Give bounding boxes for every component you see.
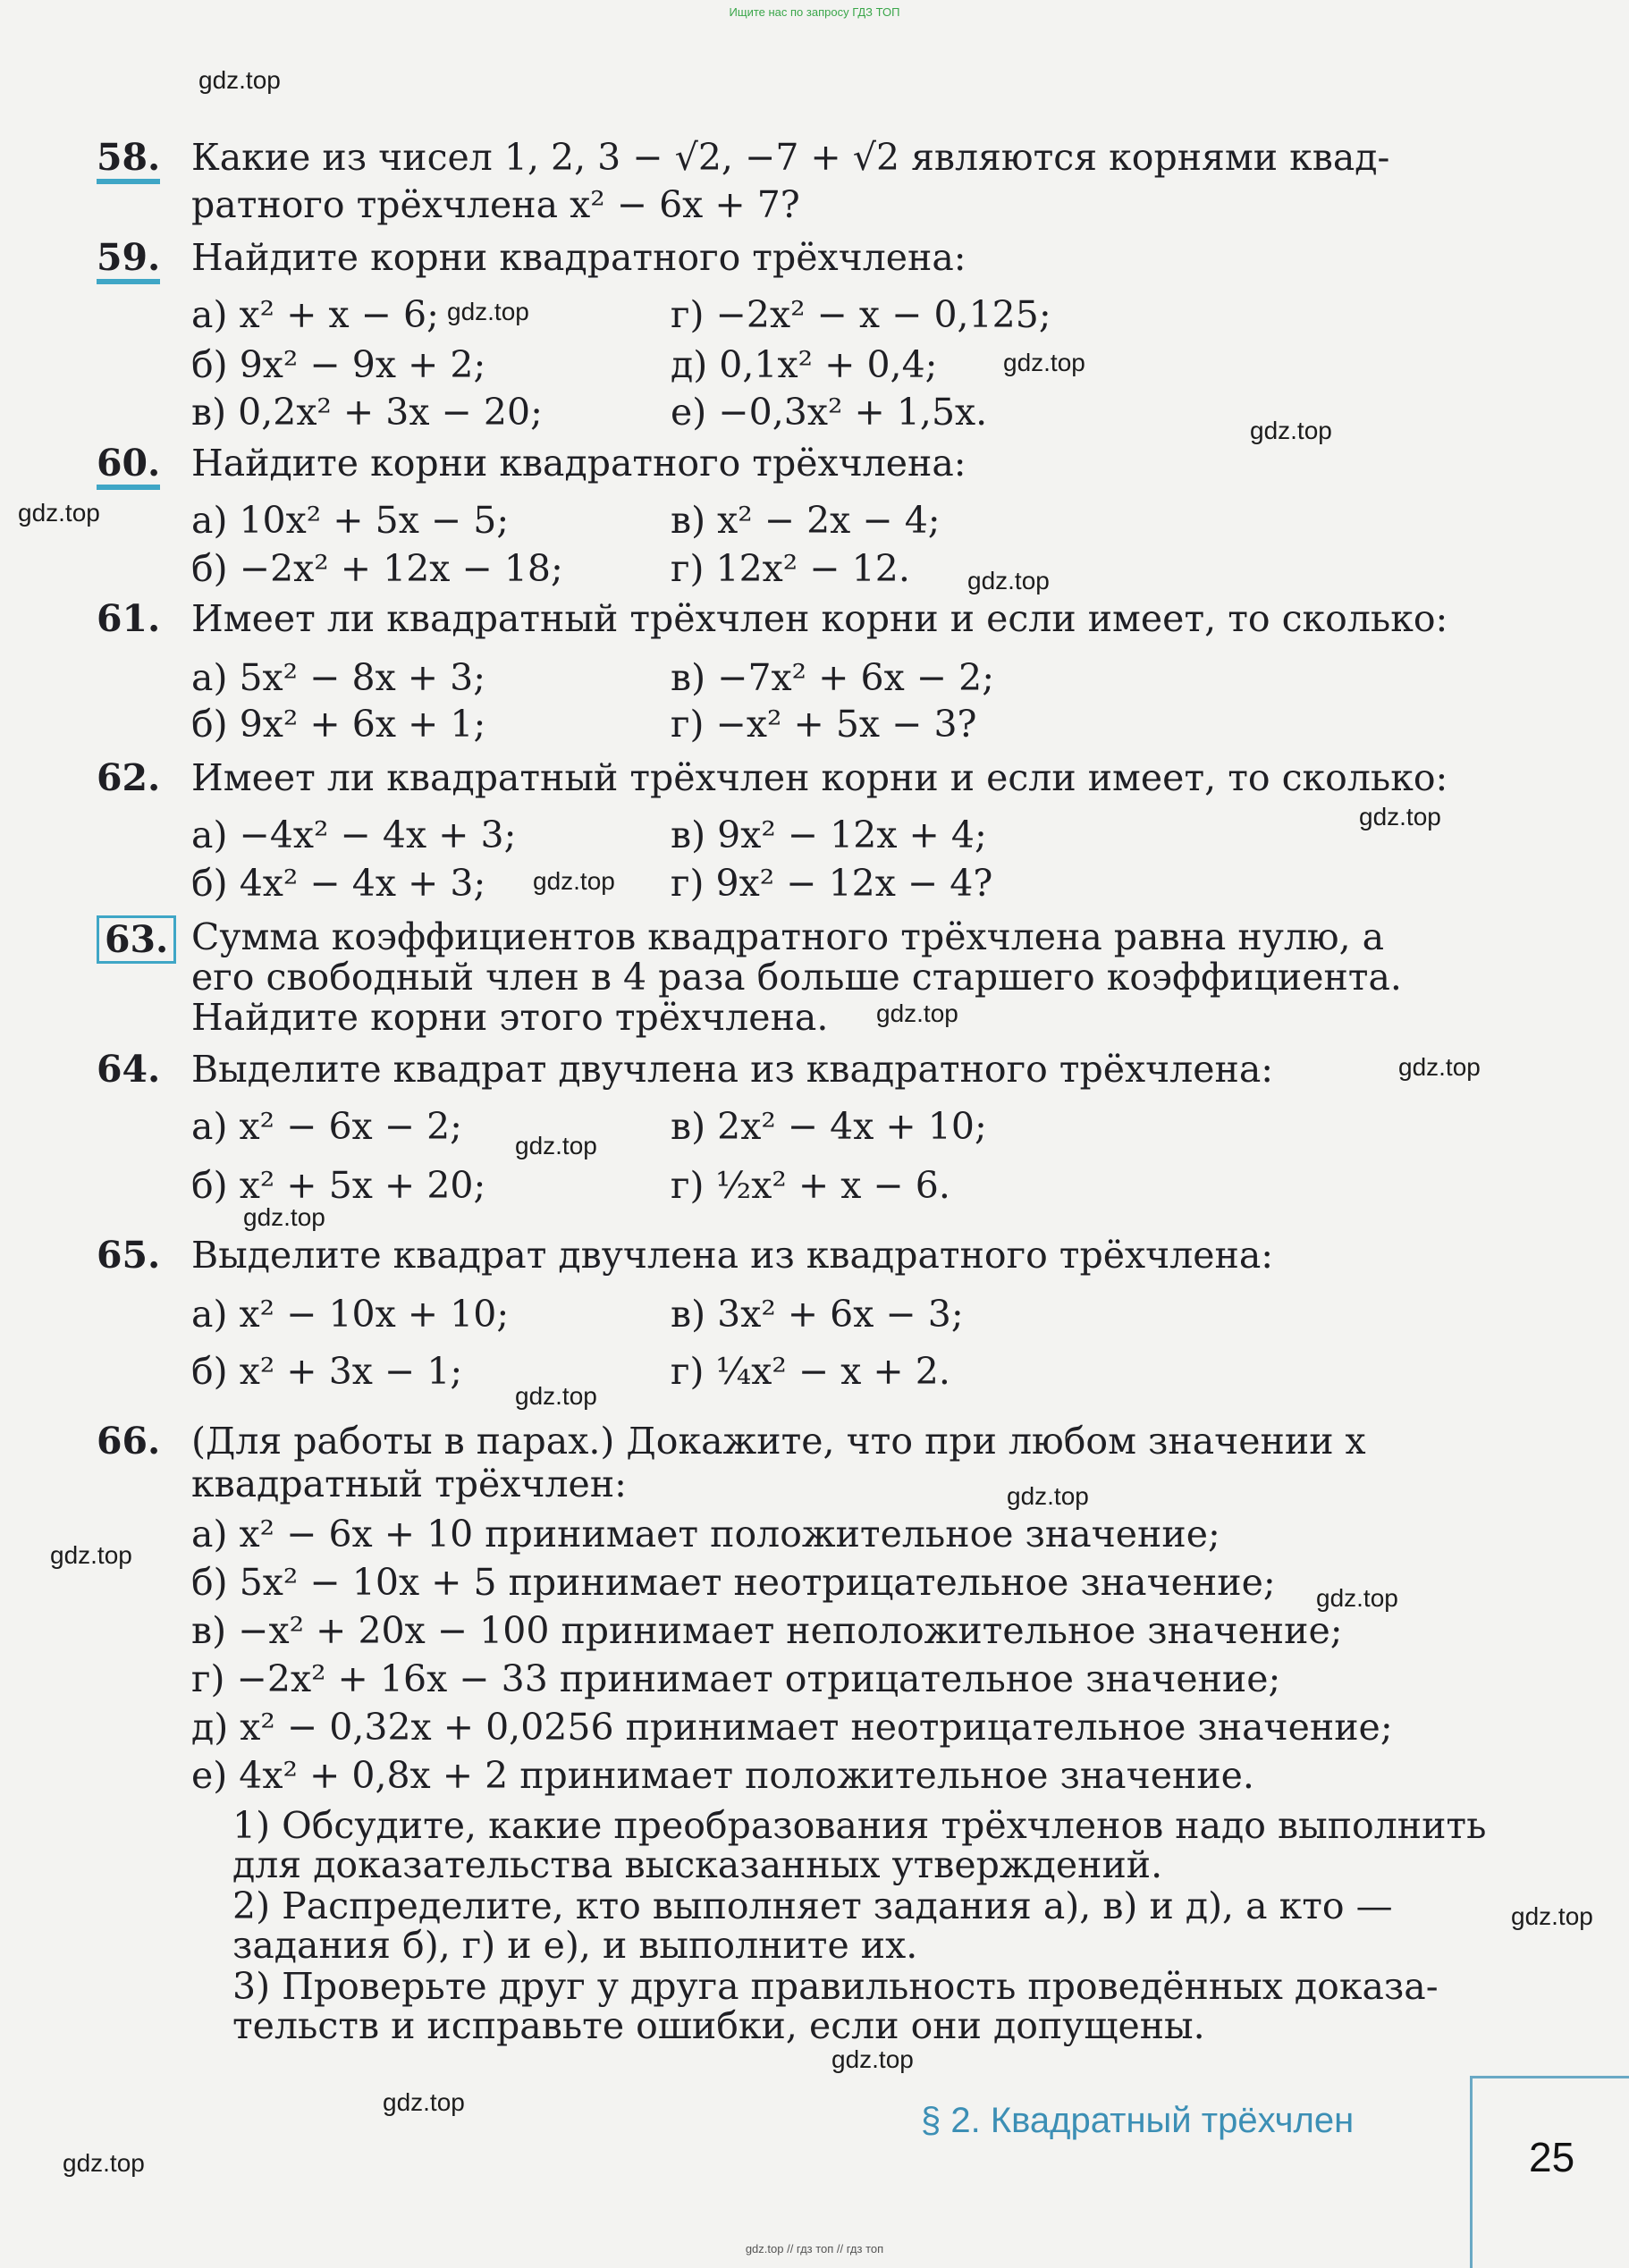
problem-text: ратного трёхчлена x² − 6x + 7? bbox=[191, 183, 800, 226]
task-instruction: 1) Обсудите, какие преобразования трёхчленов надо выполнить bbox=[232, 1804, 1487, 1847]
exercise-item: а) x² − 10x + 10; bbox=[191, 1293, 510, 1336]
exercise-item: г) −2x² − x − 0,125; bbox=[671, 293, 1051, 336]
problem-number: 60. bbox=[97, 442, 160, 490]
exercise-item: в) 3x² + 6x − 3; bbox=[671, 1293, 964, 1336]
problem-text: Выделите квадрат двучлена из квадратного трёхчлена: bbox=[191, 1234, 1274, 1277]
task-instruction: 2) Распределите, кто выполняет задания а), в) и д), а кто — bbox=[232, 1884, 1393, 1927]
watermark: gdz.top bbox=[383, 2088, 465, 2116]
watermark: gdz.top bbox=[515, 1382, 597, 1410]
watermark: gdz.top bbox=[1398, 1053, 1481, 1081]
exercise-item: а) −4x² − 4x + 3; bbox=[191, 814, 517, 856]
problem-number: 58. bbox=[97, 136, 160, 184]
exercise-item: е) 4x² + 0,8x + 2 принимает положительное значение. bbox=[191, 1754, 1254, 1797]
watermark: gdz.top bbox=[1007, 1482, 1089, 1510]
task-instruction: для доказательства высказанных утверждений. bbox=[232, 1843, 1163, 1886]
exercise-item: в) −x² + 20x − 100 принимает неположительное значение; bbox=[191, 1609, 1343, 1652]
exercise-item: г) ½x² + x − 6. bbox=[671, 1164, 950, 1207]
watermark: gdz.top bbox=[831, 2045, 914, 2073]
problem-text: квадратный трёхчлен: bbox=[191, 1463, 627, 1505]
exercise-item: а) 5x² − 8x + 3; bbox=[191, 656, 486, 699]
exercise-item: в) 2x² − 4x + 10; bbox=[671, 1105, 987, 1148]
exercise-item: в) −7x² + 6x − 2; bbox=[671, 656, 995, 699]
exercise-item: б) 5x² − 10x + 5 принимает неотрицательное значение; bbox=[191, 1561, 1276, 1604]
exercise-item: а) x² + x − 6; bbox=[191, 293, 439, 336]
watermark: gdz.top bbox=[198, 66, 281, 94]
exercise-item: е) −0,3x² + 1,5x. bbox=[671, 391, 988, 434]
problem-number: 62. bbox=[97, 756, 161, 799]
watermark: gdz.top bbox=[515, 1132, 597, 1159]
problem-text: Сумма коэффициентов квадратного трёхчлена равна нулю, а bbox=[191, 915, 1385, 958]
page-number: 25 bbox=[1529, 2134, 1575, 2180]
watermark: gdz.top bbox=[876, 999, 958, 1027]
problem-text: Найдите корни квадратного трёхчлена: bbox=[191, 442, 966, 485]
problem-text: Выделите квадрат двучлена из квадратного трёхчлена: bbox=[191, 1048, 1274, 1091]
exercise-item: в) x² − 2x − 4; bbox=[671, 499, 941, 542]
exercise-item: б) x² + 5x + 20; bbox=[191, 1164, 486, 1207]
exercise-item: г) −x² + 5x − 3? bbox=[671, 703, 977, 746]
problem-text: Имеет ли квадратный трёхчлен корни и если имеет, то сколько: bbox=[191, 597, 1448, 640]
exercise-item: г) ¼x² − x + 2. bbox=[671, 1350, 950, 1393]
problem-text: Найдите корни этого трёхчлена. bbox=[191, 996, 829, 1039]
task-instruction: 3) Проверьте друг у друга правильность проведённых доказа- bbox=[232, 1965, 1439, 2008]
exercise-item: б) −2x² + 12x − 18; bbox=[191, 547, 563, 590]
exercise-item: г) 9x² − 12x − 4? bbox=[671, 862, 993, 905]
watermark: gdz.top bbox=[1511, 1902, 1593, 1930]
watermark: gdz.top bbox=[243, 1203, 325, 1231]
problem-text: Какие из чисел 1, 2, 3 − √2, −7 + √2 являются корнями квад- bbox=[191, 136, 1390, 179]
watermark: gdz.top bbox=[967, 567, 1050, 594]
exercise-item: б) x² + 3x − 1; bbox=[191, 1350, 463, 1393]
exercise-item: б) 9x² − 9x + 2; bbox=[191, 343, 486, 386]
watermark: gdz.top bbox=[63, 2149, 145, 2177]
exercise-item: г) −2x² + 16x − 33 принимает отрицательное значение; bbox=[191, 1657, 1281, 1700]
problem-number: 59. bbox=[97, 236, 160, 284]
exercise-item: в) 0,2x² + 3x − 20; bbox=[191, 391, 543, 434]
problem-text: Имеет ли квадратный трёхчлен корни и если имеет, то сколько: bbox=[191, 756, 1448, 799]
problem-text: (Для работы в парах.) Докажите, что при любом значении x bbox=[191, 1420, 1366, 1463]
watermark: gdz.top bbox=[1359, 803, 1441, 830]
problem-number: 65. bbox=[97, 1234, 161, 1277]
problem-number: 64. bbox=[97, 1048, 161, 1091]
bottom-banner: gdz.top // гдз топ // гдз топ bbox=[745, 2242, 884, 2255]
exercise-item: а) 10x² + 5x − 5; bbox=[191, 499, 510, 542]
exercise-item: д) 0,1x² + 0,4; bbox=[671, 343, 938, 386]
exercise-item: в) 9x² − 12x + 4; bbox=[671, 814, 987, 856]
watermark: gdz.top bbox=[447, 298, 529, 325]
problem-text: его свободный член в 4 раза больше старшего коэффициента. bbox=[191, 956, 1402, 999]
exercise-item: б) 4x² − 4x + 3; bbox=[191, 862, 486, 905]
problem-number: 63. bbox=[97, 915, 176, 964]
watermark: gdz.top bbox=[1003, 349, 1085, 376]
exercise-item: а) x² − 6x − 2; bbox=[191, 1105, 462, 1148]
watermark: gdz.top bbox=[1250, 417, 1332, 444]
watermark: gdz.top bbox=[533, 867, 615, 895]
watermark: gdz.top bbox=[1316, 1584, 1398, 1612]
exercise-item: б) 9x² + 6x + 1; bbox=[191, 703, 486, 746]
top-banner: Ищите нас по запросу ГДЗ ТОП bbox=[729, 5, 900, 19]
task-instruction: задания б), г) и е), и выполните их. bbox=[232, 1924, 918, 1967]
problem-number: 66. bbox=[97, 1420, 161, 1463]
watermark: gdz.top bbox=[50, 1541, 132, 1569]
watermark: gdz.top bbox=[18, 499, 100, 527]
problem-number: 61. bbox=[97, 597, 161, 640]
section-title: § 2. Квадратный трёхчлен bbox=[921, 2101, 1355, 2140]
exercise-item: д) x² − 0,32x + 0,0256 принимает неотрицательное значение; bbox=[191, 1706, 1393, 1749]
exercise-item: г) 12x² − 12. bbox=[671, 547, 910, 590]
problem-text: Найдите корни квадратного трёхчлена: bbox=[191, 236, 966, 279]
task-instruction: тельств и исправьте ошибки, если они допущены. bbox=[232, 2004, 1205, 2047]
exercise-item: а) x² − 6x + 10 принимает положительное значение; bbox=[191, 1513, 1220, 1556]
